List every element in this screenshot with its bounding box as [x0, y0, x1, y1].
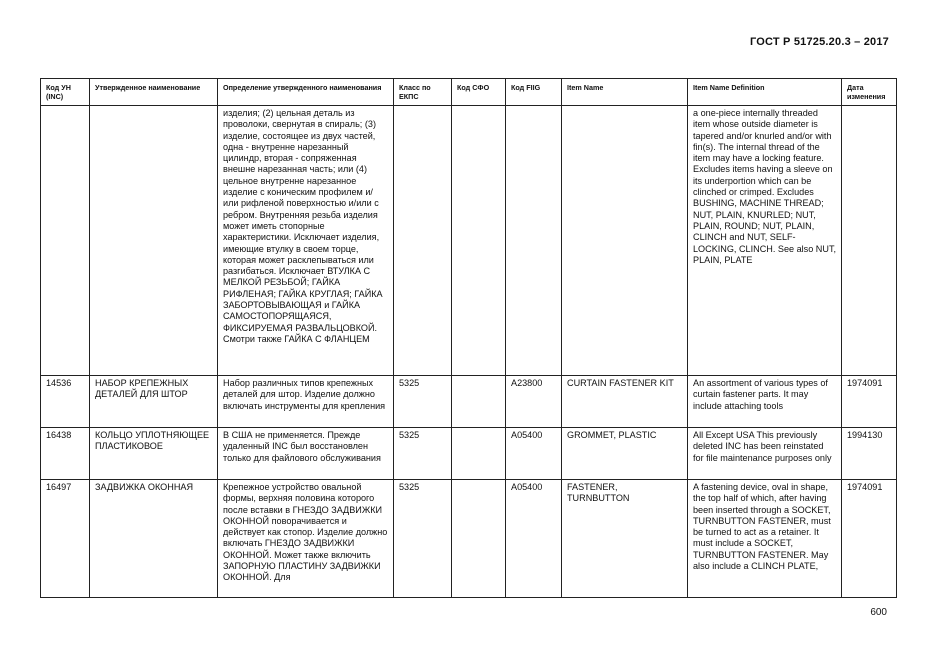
- cell-definition: изделия; (2) цельная деталь из проволоки, свернутая в спираль; (3) изделие, состоящее из двух частей, одна - внутренне нарезанный цилиндр, вторая - сопряженная внешне нарезанная часть; или (4) цельное внутренне нарезанное изделие с коническим профилем и/или рифленой поверхностью и/или с ребром. Внутренняя резьба изделия может иметь стопорные характеристики. Исключает изделия, имеющие втулку в своем торце, которая может расклепываться или разгибаться. Исключает ВТУЛКА С МЕЛКОЙ РЕЗЬБОЙ; ГАЙКА РИФЛЕНАЯ; ГАЙКА КРУГЛАЯ; ГАЙКА ЗАБОРТОВЫВАЮЩАЯ и ГАЙКА САМОСТОПОРЯЩАЯСЯ, ФИКСИРУЕМАЯ РАЗВАЛЬЦОВКОЙ. Смотри также ГАЙКА С ФЛАНЦЕМ: [218, 106, 394, 376]
- table-row: [41, 376, 897, 428]
- cell-sfo: [452, 480, 506, 598]
- cell-definition: В США не применяется. Прежде удаленный INC был восстановлен только для файлового обслуживания: [218, 428, 394, 480]
- cell-class: 5325: [394, 480, 452, 598]
- cell-fiig: [506, 106, 562, 376]
- standard-designation: ГОСТ Р 51725.20.3 – 2017: [749, 36, 889, 48]
- cell-class: [394, 106, 452, 376]
- cell-item-name: [562, 106, 688, 376]
- nomenclature-table: [40, 78, 897, 598]
- cell-item-name: FASTENER, TURNBUTTON: [562, 480, 688, 598]
- table-row: [41, 106, 897, 376]
- cell-fiig: A05400: [506, 480, 562, 598]
- cell-fiig: A05400: [506, 428, 562, 480]
- cell-inc: [41, 106, 90, 376]
- cell-definition: Набор различных типов крепежных деталей для штор. Изделие должно включать инструменты для крепления: [218, 376, 394, 428]
- cell-item-name: GROMMET, PLASTIC: [562, 428, 688, 480]
- cell-sfo: [452, 428, 506, 480]
- cell-item-definition: All Except USA This previously deleted INC has been reinstated for file maintenance purposes only: [688, 428, 842, 480]
- cell-approved-name: [90, 106, 218, 376]
- cell-approved-name: КОЛЬЦО УПЛОТНЯЮЩЕЕ ПЛАСТИКОВОЕ: [90, 428, 218, 480]
- cell-item-definition: A fastening device, oval in shape, the top half of which, after having been inserted through a SOCKET, TURNBUTTON FASTENER, must be turned to act as a retainer. It must include a SOCKET, TURNBUTTON FASTENER. May also include a CLINCH PLATE,: [688, 480, 842, 598]
- cell-fiig: A23800: [506, 376, 562, 428]
- table-row: [41, 480, 897, 598]
- cell-sfo: [452, 106, 506, 376]
- col-header-date: Дата изменения: [842, 79, 897, 106]
- col-header-class: Класс по ЕКПС: [394, 79, 452, 106]
- cell-item-name: CURTAIN FASTENER KIT: [562, 376, 688, 428]
- table-row: [41, 428, 897, 480]
- cell-approved-name: НАБОР КРЕПЕЖНЫХ ДЕТАЛЕЙ ДЛЯ ШТОР: [90, 376, 218, 428]
- cell-inc: 16438: [41, 428, 90, 480]
- col-header-sfo: Код СФО: [452, 79, 506, 106]
- cell-item-definition: An assortment of various types of curtain fastener parts. It may include attaching tools: [688, 376, 842, 428]
- col-header-approved-name: Утвержденное наименование: [90, 79, 218, 106]
- table-header-row: [41, 79, 897, 106]
- cell-approved-name: ЗАДВИЖКА ОКОННАЯ: [90, 480, 218, 598]
- col-header-fiig: Код FIIG: [506, 79, 562, 106]
- col-header-inc: Код УН (INC): [41, 79, 90, 106]
- col-header-item-definition: Item Name Definition: [688, 79, 842, 106]
- col-header-definition: Определение утвержденного наименования: [218, 79, 394, 106]
- cell-class: 5325: [394, 428, 452, 480]
- cell-date: 1974091: [842, 480, 897, 598]
- cell-class: 5325: [394, 376, 452, 428]
- cell-date: 1974091: [842, 376, 897, 428]
- cell-item-definition: a one-piece internally threaded item whose outside diameter is tapered and/or knurled and/or with fin(s). The internal thread of the item may have a locking feature. Excludes items having a sleeve on its underportion which can be clinched or crimped. Excludes BUSHING, MACHINE THREAD; NUT, PLAIN, KNURLED; NUT, PLAIN, ROUND; NUT, PLAIN, CLINCH and NUT, SELF-LOCKING, CLINCH. See also NUT, PLAIN, PLATE: [688, 106, 842, 376]
- cell-inc: 16497: [41, 480, 90, 598]
- cell-definition: Крепежное устройство овальной формы, верхняя половина которого после вставки в ГНЕЗДО ЗАДВИЖКИ ОКОННОЙ поворачивается и действует как стопор. Изделие должно включать ГНЕЗДО ЗАДВИЖКИ ОКОННОЙ. Может также включить ЗАПОРНУЮ ПЛАСТИНУ ЗАДВИЖКИ ОКОННОЙ. Для: [218, 480, 394, 598]
- cell-date: [842, 106, 897, 376]
- page-number: 600: [870, 607, 887, 618]
- cell-date: 1994130: [842, 428, 897, 480]
- col-header-item-name: Item Name: [562, 79, 688, 106]
- cell-inc: 14536: [41, 376, 90, 428]
- cell-sfo: [452, 376, 506, 428]
